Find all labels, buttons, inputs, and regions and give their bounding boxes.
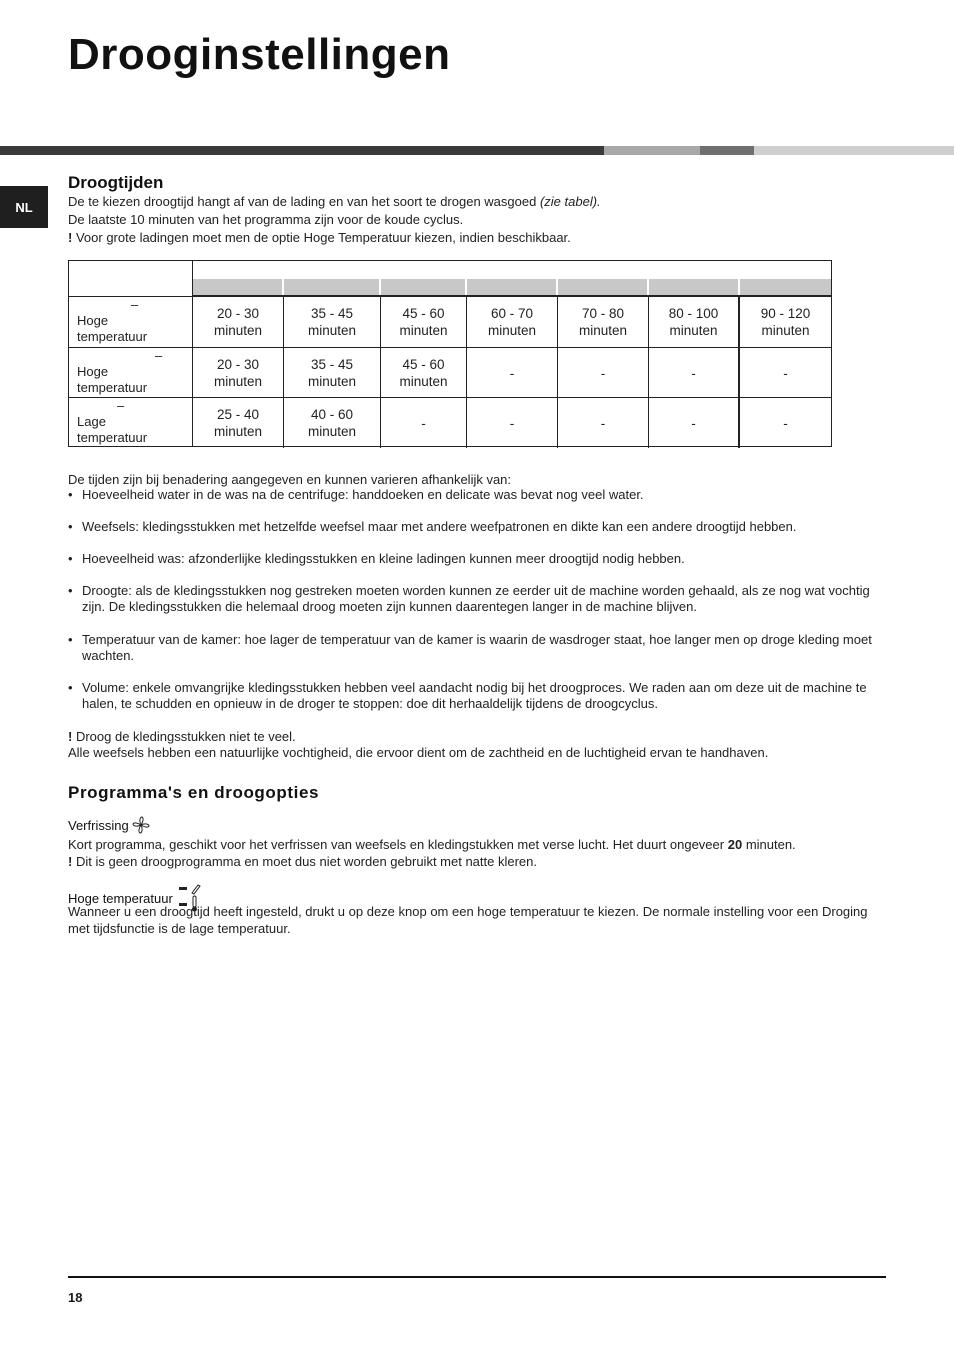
- list-item: • Droogte: als de kledingsstukken nog gestreken moeten worden kunnen ze eerder uit de machine worden gehaald, als ze nog wat vochtig zijn. De kledingsstukken die helemaal droog moeten zijn kunnen daarentegen langer in de machine blijven.: [68, 583, 888, 615]
- factors-warning-text: Droog de kledingsstukken niet te veel.: [75, 729, 296, 744]
- header-cell: [467, 279, 558, 295]
- droogtijden-heading: Droogtijden: [68, 173, 164, 192]
- row-cells: [193, 398, 831, 448]
- rule-segment-light: [604, 146, 700, 155]
- row-label-line1: Hoge: [77, 364, 109, 379]
- verfrissing-warning: [68, 853, 888, 870]
- time-cell: -: [783, 415, 788, 431]
- row-label-line1: Hoge: [77, 313, 109, 328]
- time-cell: -: [467, 398, 558, 448]
- warning-mark: !: [68, 854, 73, 869]
- time-cell: 20 - 30 minuten: [193, 348, 284, 398]
- hoge-temp-title: Hoge temperatuur: [68, 890, 173, 906]
- page-title: Drooginstellingen: [68, 30, 451, 79]
- time-cell: 70 - 80 minuten: [558, 297, 649, 347]
- time-cell: 45 - 60 minuten: [381, 348, 467, 398]
- time-cell: 45 - 60 minuten: [381, 297, 467, 347]
- time-cell: -: [649, 348, 740, 398]
- rule-segment-dark: [0, 146, 604, 155]
- rule-segment-lighter: [754, 146, 954, 155]
- row-symbol: –: [117, 398, 125, 413]
- list-item: • Hoeveelheid water in de was na de centrifuge: handdoeken en delicate was bevat nog veel water.: [68, 487, 888, 503]
- time-cell: -: [783, 365, 788, 381]
- hoge-temp-text: Wanneer u een droogtijd heeft ingesteld, drukt u op deze knop om een hoge temperatuur te kiezen. De normale instelling voor een Droging met tijdsfunctie is de lage temperatuur.: [68, 904, 868, 936]
- table-top-header-band: [193, 261, 831, 280]
- table-grey-header-band: [193, 279, 831, 296]
- time-cell: -: [381, 398, 467, 448]
- fan-icon: [132, 816, 150, 837]
- row-label: [77, 364, 147, 396]
- row-label: [77, 313, 147, 345]
- time-cell: 20 - 30 minuten: [193, 297, 284, 347]
- verfrissing-text-after: minuten.: [745, 837, 796, 852]
- time-cell: 40 - 60 minuten: [284, 398, 381, 448]
- table-row: [69, 296, 831, 347]
- droogtijden-line1-note: (zie tabel).: [539, 194, 601, 209]
- time-cell: 80 - 100 minuten: [649, 297, 740, 347]
- warning-mark: !: [68, 729, 73, 744]
- time-cell: -: [558, 348, 649, 398]
- table-row: [69, 347, 831, 398]
- time-cell: 60 - 70 minuten: [467, 297, 558, 347]
- droogtijden-line2: De laatste 10 minuten van het programma zijn voor de koude cyclus.: [68, 212, 464, 227]
- row-symbol: –: [131, 297, 139, 312]
- row-label-line2: temperatuur: [77, 329, 148, 344]
- list-item: • Volume: enkele omvangrijke kledingsstukken hebben veel aandacht nodig bij het droogproces. We raden aan om deze uit de machine te halen, te schudden en opnieuw in de droger te stoppen: doe dit herhaaldelijk tijdens de droogcyclus.: [68, 680, 888, 712]
- factors-warning: [68, 728, 888, 745]
- header-cell: [284, 279, 381, 295]
- language-tab: NL: [0, 186, 48, 228]
- factors-list: [68, 487, 888, 712]
- list-item: • Weefsels: kledingsstukken met hetzelfde weefsel maar met andere weefpatronen en dikte kan een andere droogtijd hebben.: [68, 519, 888, 535]
- warning-mark: !: [68, 230, 73, 245]
- verfrissing-text-before: Kort programma, geschikt voor het verfrissen van weefsels en kledingstukken met verse lucht. Het duurt ongeveer: [68, 837, 725, 852]
- time-cell: 35 - 45 minuten: [284, 348, 381, 398]
- header-rule-bar: [0, 146, 954, 155]
- time-cell: 35 - 45 minuten: [284, 297, 381, 347]
- row-label-line2: temperatuur: [77, 430, 148, 445]
- header-cell: [193, 279, 284, 295]
- drying-times-table: [68, 260, 832, 447]
- table-row: [69, 397, 831, 448]
- header-cell: [649, 279, 740, 295]
- time-cell: -: [467, 348, 558, 398]
- verfrissing-text: [68, 836, 888, 853]
- header-cell: [740, 279, 831, 295]
- row-symbol: –: [155, 348, 163, 363]
- droogtijden-line3: [68, 229, 888, 246]
- row-label: [77, 414, 147, 446]
- verfrissing-duration: 20: [727, 837, 743, 852]
- time-cell: 25 - 40 minuten: [193, 398, 284, 448]
- time-cell: -: [558, 398, 649, 448]
- list-item: • Temperatuur van de kamer: hoe lager de temperatuur van de kamer is waarin de wasdroger staat, hoe langer men op droge kleding moet wachten.: [68, 632, 888, 664]
- list-item: • Hoeveelheid was: afzonderlijke kledingsstukken en kleine ladingen kunnen meer droogtijd nodig hebben.: [68, 551, 888, 567]
- header-cell: [381, 279, 467, 295]
- verfrissing-heading: [68, 816, 150, 837]
- row-label-line1: Lage: [77, 414, 106, 429]
- row-label-line2: temperatuur: [77, 380, 148, 395]
- time-cell: 90 - 120 minuten: [760, 306, 811, 338]
- row-cells: [193, 297, 831, 347]
- droogtijden-line1-text: De te kiezen droogtijd hangt af van de lading en van het soort te drogen wasgoed: [68, 194, 537, 209]
- programs-heading: Programma's en droogopties: [68, 783, 320, 802]
- footer-rule: [68, 1276, 886, 1278]
- time-cell: -: [649, 398, 740, 448]
- row-cells: [193, 348, 831, 398]
- factors-intro: De tijden zijn bij benadering aangegeven en kunnen varieren afhankelijk van:: [68, 472, 512, 487]
- rule-segment-mid: [700, 146, 754, 155]
- droogtijden-line3-text: Voor grote ladingen moet men de optie Hoge Temperatuur kiezen, indien beschikbaar.: [75, 230, 571, 245]
- page-number: 18: [68, 1290, 83, 1305]
- verfrissing-title: Verfrissing: [68, 817, 129, 833]
- droogtijden-line1: [68, 193, 888, 210]
- header-cell: [558, 279, 649, 295]
- factors-closing: Alle weefsels hebben een natuurlijke vochtigheid, die ervoor dient om de zachtheid en de luchtigheid ervan te handhaven.: [68, 745, 769, 760]
- verfrissing-warning-text: Dit is geen droogprogramma en moet dus niet worden gebruikt met natte kleren.: [75, 854, 537, 869]
